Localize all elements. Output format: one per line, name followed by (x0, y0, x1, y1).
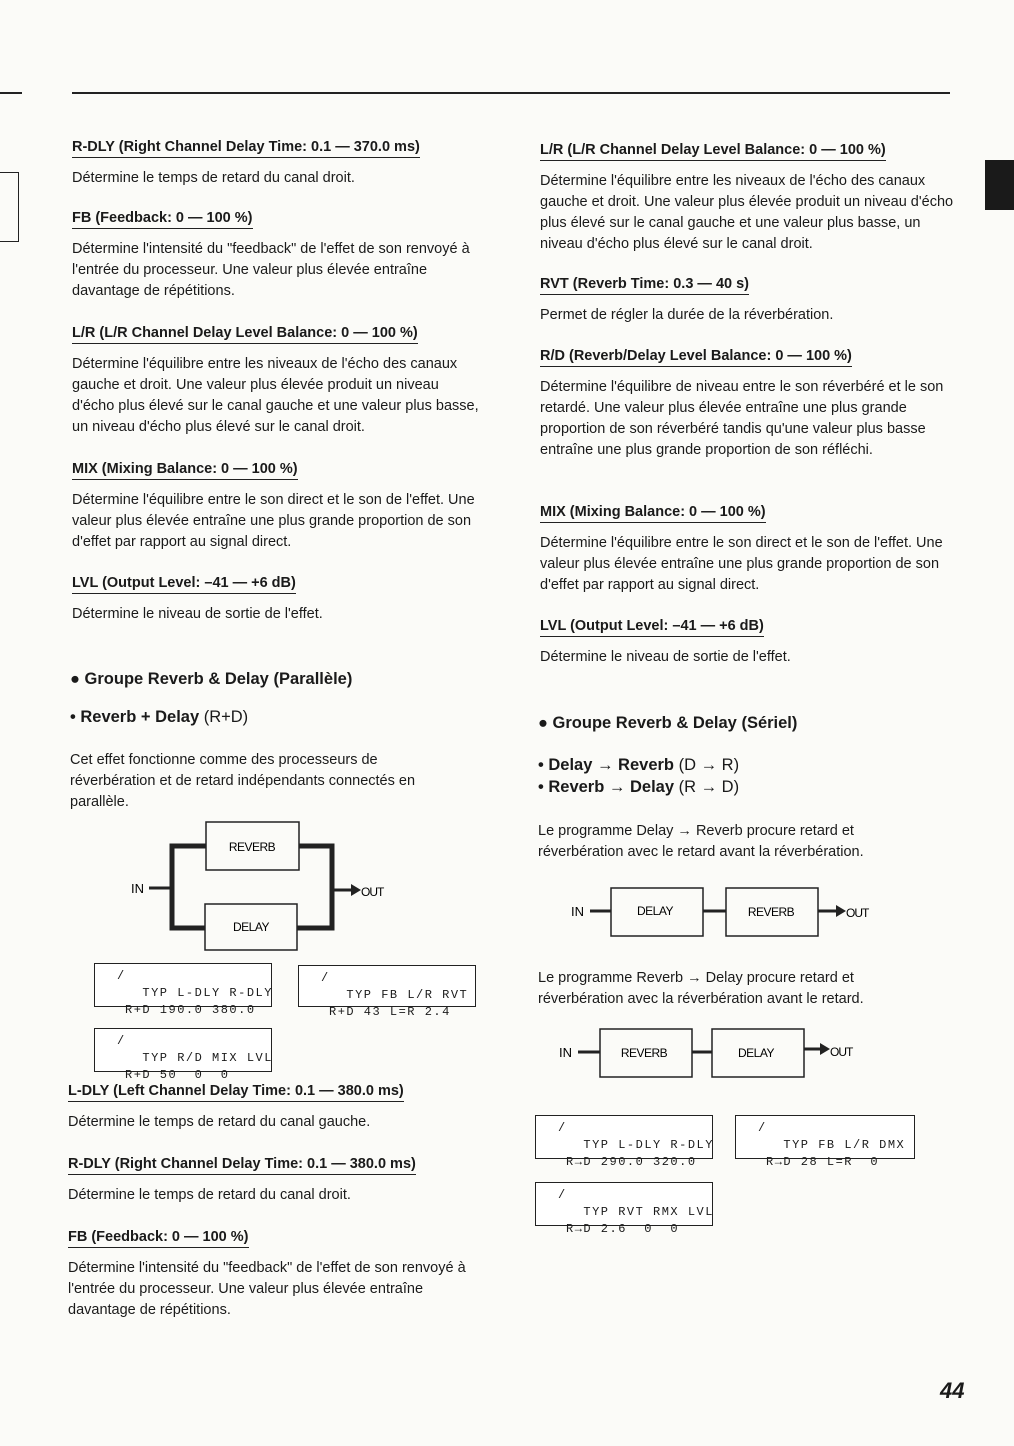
lcd-line-1: TYP L-DLY R-DLY (142, 986, 273, 1000)
lcd-cursor: / (321, 971, 330, 985)
paragraph: Détermine l'équilibre entre le son direct et le son de l'effet. Une valeur plus élevée entraîne une plus grande proportion de son d'effet par rapport au signal direct. (72, 492, 475, 550)
parallel-signal-diagram (125, 818, 395, 954)
heading: MIX (Mixing Balance: 0 — 100 %) (540, 504, 766, 523)
heading: MIX (Mixing Balance: 0 — 100 %) (72, 461, 298, 480)
in-label: IN (131, 881, 144, 896)
heading: FB (Feedback: 0 — 100 %) (68, 1229, 249, 1248)
thumb-index-tab (985, 160, 1014, 210)
out-arrow (820, 1043, 830, 1055)
heading: R/D (Reverb/Delay Level Balance: 0 — 100 %) (540, 348, 852, 367)
lcd-cursor: / (758, 1121, 767, 1135)
paragraph: Détermine le temps de retard du canal droit. (68, 1187, 351, 1203)
paragraph: Détermine l'équilibre entre les niveaux de l'écho des canaux gauche et droit. Une valeur plus élevée produit un niveau d'écho plus élevé sur le canal gauche et une valeur plus basse, un niveau d'écho plus élevé sur le canal droit. (72, 356, 479, 435)
lcd-cursor: / (558, 1121, 567, 1135)
out-label: OUT (361, 885, 384, 899)
right-section-rvt (540, 275, 960, 326)
subtitle-delay-reverb (538, 756, 739, 775)
paragraph: Détermine l'intensité du "feedback" de l'effet de son renvoyé à l'entrée du processeur. Une valeur plus élevée entraîne davantage de répétitions. (72, 241, 470, 299)
subtitle-bold: • Reverb + Delay (70, 708, 200, 726)
paragraph: Permet de régler la durée de la réverbération. (540, 307, 834, 323)
second-label: REVERB (747, 905, 795, 919)
lcd-line-1: TYP L-DLY R-DLY (583, 1138, 714, 1152)
subtitle-code: (R → D) (674, 778, 740, 796)
lcd-line-1: TYP FB L/R DMX (783, 1138, 906, 1152)
first-label: DELAY (637, 904, 673, 918)
right-section-mix (540, 503, 960, 596)
first-label: REVERB (620, 1046, 668, 1060)
lcd-cursor: / (117, 1034, 126, 1048)
lcd-line-2: R→D 2.6 0 0 (566, 1222, 680, 1236)
lcd-line-2: R+D 43 L=R 2.4 (329, 1005, 451, 1019)
in-label: IN (559, 1045, 572, 1060)
out-arrow (836, 905, 846, 917)
reverb-label: REVERB (228, 840, 276, 854)
left-section-fb-2 (68, 1228, 488, 1321)
parallel-intro: Cet effet fonctionne comme des processeurs de réverbération et de retard indépendants connectés en parallèle. (70, 752, 416, 810)
subtitle-reverb-delay-serial (538, 778, 739, 797)
left-section-r-dly-2 (68, 1155, 488, 1206)
lcd-cursor: / (558, 1188, 567, 1202)
margin-bracket (0, 172, 19, 242)
left-section-r-dly (72, 138, 492, 189)
lcd-line-1: TYP FB L/R RVT (346, 988, 469, 1002)
page-number: 44 (940, 1378, 965, 1403)
heading: LVL (Output Level: –41 — +6 dB) (540, 618, 764, 637)
heading: RVT (Reverb Time: 0.3 — 40 s) (540, 276, 749, 295)
left-section-lr (72, 324, 492, 438)
paragraph: Détermine le temps de retard du canal droit. (72, 170, 355, 186)
top-rule (72, 92, 950, 94)
heading: L/R (L/R Channel Delay Level Balance: 0 — 100 %) (72, 325, 418, 344)
left-section-l-dly (68, 1082, 488, 1133)
heading: R-DLY (Right Channel Delay Time: 0.1 — 370.0 ms) (72, 139, 420, 158)
serial-intro-2: Le programme Reverb → Delay procure retard et réverbération avec la réverbération avant le retard. (538, 970, 864, 1007)
group-title-parallel: ● Groupe Reverb & Delay (Parallèle) (70, 670, 353, 688)
lcd-line-2: R+D 50 0 0 (125, 1068, 230, 1082)
heading: FB (Feedback: 0 — 100 %) (72, 210, 253, 229)
heading: L/R (L/R Channel Delay Level Balance: 0 — 100 %) (540, 142, 886, 161)
subtitle-code: (D → R) (674, 756, 740, 774)
serial-intro-1: Le programme Delay → Reverb procure retard et réverbération avec le retard avant la réverbération. (538, 823, 864, 860)
lcd-display-rd-2 (298, 965, 476, 1019)
in-label: IN (571, 904, 584, 919)
subtitle-code: (R+D) (199, 708, 249, 726)
out-label: OUT (846, 906, 869, 920)
group-title-serial: ● Groupe Reverb & Delay (Sériel) (538, 714, 798, 732)
second-label: DELAY (738, 1046, 774, 1060)
left-section-lvl (72, 574, 492, 625)
subtitle-bold: • Delay → Reverb (538, 756, 675, 774)
paragraph: Détermine l'équilibre entre le son direct et le son de l'effet. Une valeur plus élevée entraîne une plus grande proportion de son d'effet par rapport au signal direct. (540, 535, 943, 593)
out-arrow (351, 884, 361, 896)
lcd-display-rd-3 (94, 1028, 273, 1082)
serial-diagram-reverb-delay (558, 1025, 868, 1081)
subtitle-bold: • Reverb → Delay (538, 778, 675, 796)
right-section-rd (540, 347, 960, 461)
input-bus (172, 846, 206, 928)
lcd-line-2: R+D 190.0 380.0 (125, 1003, 256, 1017)
lcd-line-1: TYP R/D MIX LVL (142, 1051, 273, 1065)
paragraph: Détermine l'équilibre entre les niveaux de l'écho des canaux gauche et droit. Une valeur plus élevée produit un niveau d'écho plus élevé sur le canal gauche et une valeur plus basse, un niveau d'écho plus élevé sur le canal droit. (540, 173, 954, 252)
out-label: OUT (830, 1045, 853, 1059)
lcd-display-rd-1 (94, 963, 273, 1017)
lcd-display-serial-3 (535, 1182, 714, 1236)
heading: R-DLY (Right Channel Delay Time: 0.1 — 380.0 ms) (68, 1156, 416, 1175)
lcd-line-1: TYP RVT RMX LVL (583, 1205, 714, 1219)
paragraph: Détermine l'équilibre de niveau entre le son réverbéré et le son retardé. Une valeur plus élevée entraîne une plus grande proportion de son réverbéré tandis qu'une valeur plus basse entraîne une plus grande proportion de son réfléchi. (540, 379, 944, 458)
lcd-line-2: R→D 290.0 320.0 (566, 1155, 697, 1169)
paragraph: Détermine l'intensité du "feedback" de l'effet de son renvoyé à l'entrée du processeur. Une valeur plus élevée entraîne davantage de répétitions. (68, 1260, 466, 1318)
right-section-lr (540, 141, 960, 255)
lcd-line-2: R→D 28 L=R 0 (766, 1155, 880, 1169)
output-bus (297, 846, 332, 928)
paragraph: Détermine le temps de retard du canal gauche. (68, 1114, 371, 1130)
right-section-lvl (540, 617, 960, 668)
heading: LVL (Output Level: –41 — +6 dB) (72, 575, 296, 594)
paragraph: Détermine le niveau de sortie de l'effet. (540, 649, 791, 665)
lcd-cursor: / (117, 969, 126, 983)
subtitle-reverb-delay (70, 708, 248, 727)
margin-tick (0, 92, 22, 94)
left-section-mix (72, 460, 492, 553)
heading: L-DLY (Left Channel Delay Time: 0.1 — 380.0 ms) (68, 1083, 404, 1102)
delay-label: DELAY (233, 920, 269, 934)
paragraph: Détermine le niveau de sortie de l'effet. (72, 606, 323, 622)
lcd-display-serial-1 (535, 1115, 714, 1169)
serial-diagram-delay-reverb (568, 884, 878, 940)
lcd-display-serial-2 (735, 1115, 915, 1169)
left-section-fb (72, 209, 492, 302)
